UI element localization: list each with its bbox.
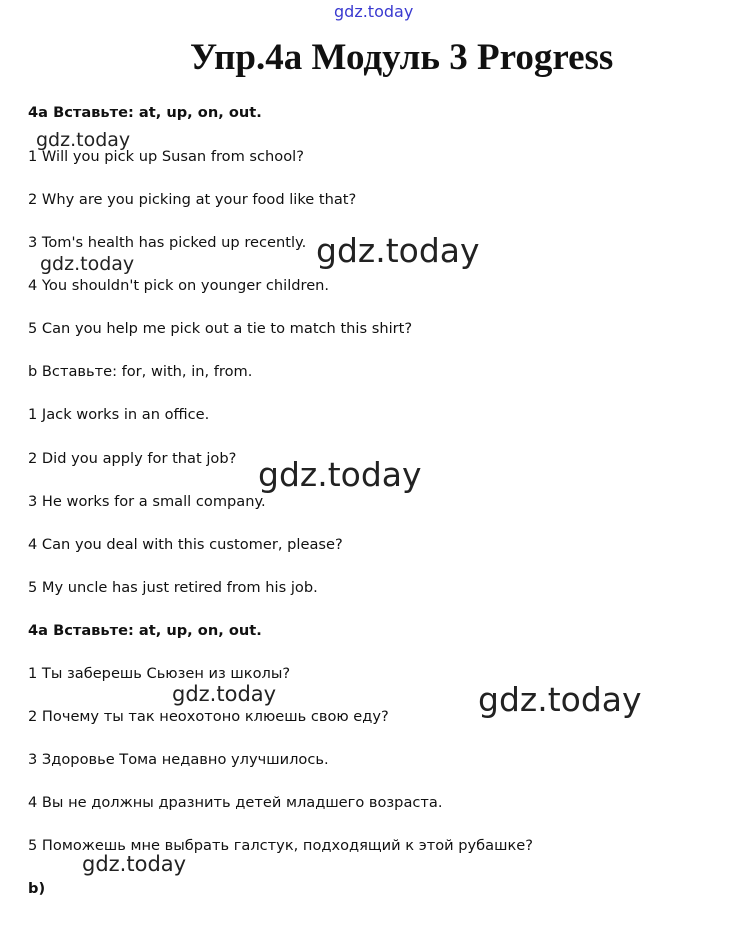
exercise-line: 3 He works for a small company. bbox=[28, 493, 266, 510]
exercise-line: 5 My uncle has just retired from his job. bbox=[28, 579, 318, 596]
translation-a-heading: 4a Вставьте: at, up, on, out. bbox=[28, 622, 262, 639]
section-a-heading: 4a Вставьте: at, up, on, out. bbox=[28, 104, 262, 121]
watermark: gdz.today bbox=[316, 231, 480, 270]
watermark: gdz.today bbox=[36, 129, 131, 151]
exercise-line: 3 Tom's health has picked up recently. bbox=[28, 234, 307, 251]
translation-line: 2 Почему ты так неохотоно клюешь свою еду? bbox=[28, 708, 389, 725]
watermark: gdz.today bbox=[40, 253, 135, 275]
exercise-line: 1 Jack works in an office. bbox=[28, 406, 210, 423]
translation-line: 4 Вы не должны дразнить детей младшего возраста. bbox=[28, 794, 443, 811]
translation-line: 5 Поможешь мне выбрать галстук, подходящий к этой рубашке? bbox=[28, 837, 534, 854]
watermark: gdz.today bbox=[172, 682, 277, 706]
exercise-line: 4 You shouldn't pick on younger children. bbox=[28, 277, 330, 294]
watermark-top: gdz.today bbox=[334, 2, 414, 21]
exercise-line: 1 Will you pick up Susan from school? bbox=[28, 148, 304, 165]
exercise-line: 2 Why are you picking at your food like that? bbox=[28, 191, 357, 208]
page-title: Упр.4a Модуль 3 Progress bbox=[190, 37, 614, 78]
translation-line: 3 Здоровье Тома недавно улучшилось. bbox=[28, 751, 329, 768]
translation-b-heading: b) bbox=[28, 880, 46, 897]
translation-line: 1 Ты заберешь Сьюзен из школы? bbox=[28, 665, 291, 682]
watermark: gdz.today bbox=[258, 455, 422, 494]
exercise-line: 2 Did you apply for that job? bbox=[28, 450, 237, 467]
watermark: gdz.today bbox=[478, 680, 642, 719]
watermark: gdz.today bbox=[82, 852, 187, 876]
exercise-line: 4 Can you deal with this customer, please? bbox=[28, 536, 343, 553]
section-b-heading: b Вставьте: for, with, in, from. bbox=[28, 363, 253, 380]
exercise-line: 5 Can you help me pick out a tie to match this shirt? bbox=[28, 320, 413, 337]
